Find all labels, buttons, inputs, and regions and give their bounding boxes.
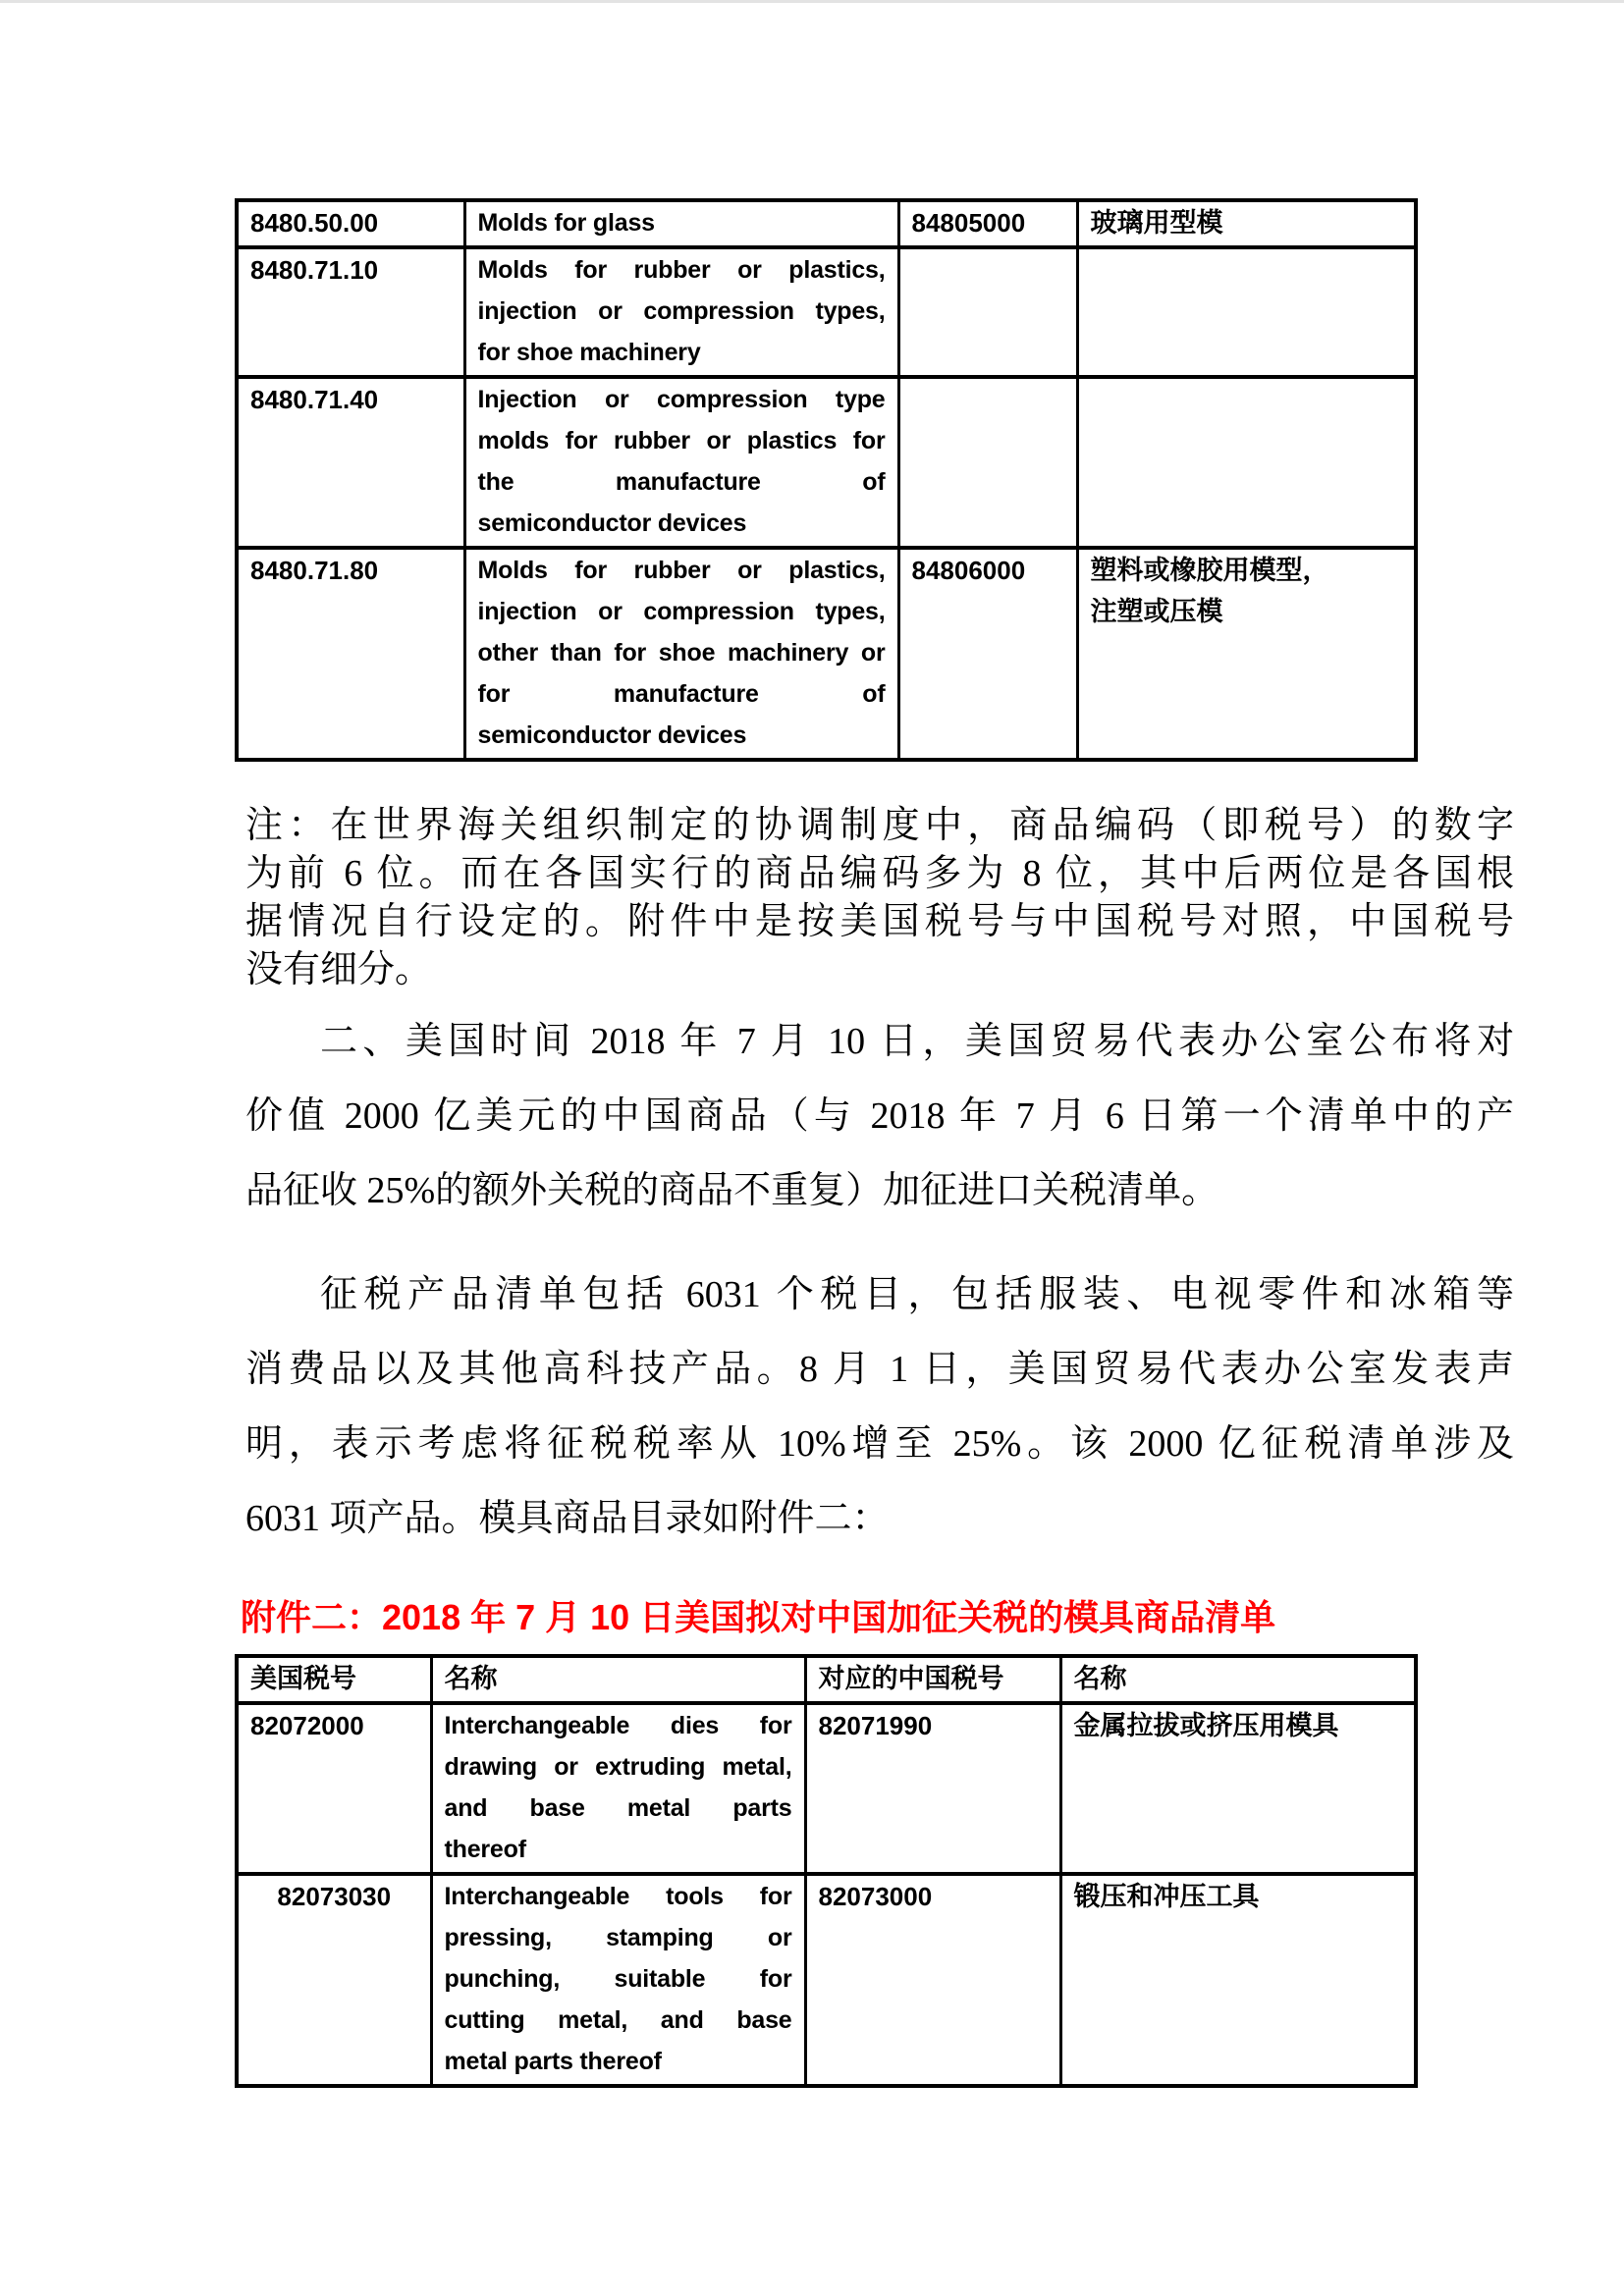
text-line: cutting metal, and base	[444, 2006, 792, 2034]
english-description-cell	[464, 377, 898, 548]
text-line: 玻璃用型模	[1090, 208, 1223, 238]
cn-tariff-code-cell: 82071990	[805, 1703, 1060, 1874]
chinese-name-cell	[1060, 1703, 1416, 1874]
us-code-header: 美国税号	[237, 1656, 431, 1703]
text-line: and base metal parts	[444, 1794, 792, 1822]
text-line: 征税产品清单包括 6031 个税目，包括服装、电视零件和冰箱等	[320, 1274, 1514, 1315]
name-header: 名称	[431, 1656, 805, 1703]
text-line: 二、美国时间 2018 年 7 月 10 日，美国贸易代表办公室公布将对	[320, 1021, 1514, 1062]
english-description-cell	[431, 1874, 805, 2086]
text-line: 6031 项产品。模具商品目录如附件二：	[245, 1498, 890, 1539]
text-line: Interchangeable tools for	[444, 1883, 792, 1910]
text-line: punching, suitable for	[444, 1965, 792, 1993]
text-line: Molds for glass	[477, 209, 655, 237]
cn-code-header: 对应的中国税号	[805, 1656, 1060, 1703]
table-row	[237, 200, 1416, 247]
cn-tariff-code-cell: 82073000	[805, 1874, 1060, 2086]
text-line: Molds for rubber or plastics,	[477, 256, 886, 284]
us-tariff-code-cell: 8480.71.10	[237, 247, 464, 377]
text-line: for shoe machinery	[477, 339, 701, 366]
chinese-name-cell	[1077, 200, 1416, 247]
cn-tariff-code-cell: 84805000	[898, 200, 1077, 247]
us-tariff-code-cell: 8480.71.80	[237, 548, 464, 760]
english-description-cell	[464, 548, 898, 760]
text-line: Injection or compression type	[477, 386, 886, 413]
paragraph-section-2	[245, 1004, 1514, 1228]
text-line: injection or compression types,	[477, 598, 886, 625]
text-line: semiconductor devices	[477, 509, 747, 537]
us-tariff-code-cell: 8480.71.40	[237, 377, 464, 548]
cn-tariff-code-cell: 84806000	[898, 548, 1077, 760]
text-line: 价值 2000 亿美元的中国商品（与 2018 年 7 月 6 日第一个清单中的产	[245, 1095, 1514, 1137]
text-line: 消费品以及其他高科技产品。8 月 1 日，美国贸易代表办公室发表声	[245, 1349, 1514, 1390]
us-tariff-code-cell: 82072000	[237, 1703, 431, 1874]
chinese-name-cell	[1060, 1874, 1416, 2086]
text-line: injection or compression types,	[477, 297, 886, 325]
cn-tariff-code-cell	[898, 377, 1077, 548]
text-line: molds for rubber or plastics for	[477, 427, 886, 454]
text-line: Molds for rubber or plastics,	[477, 557, 886, 584]
english-description-cell	[464, 247, 898, 377]
text-line: for manufacture of	[477, 680, 886, 708]
chinese-name-cell	[1077, 247, 1416, 377]
text-line: metal parts thereof	[444, 2048, 662, 2075]
table-row	[237, 377, 1416, 548]
chinese-name-cell	[1077, 377, 1416, 548]
table-row	[237, 1874, 1416, 2086]
text-line: semiconductor devices	[477, 721, 747, 749]
table-header-row	[237, 1656, 1416, 1703]
text-line: thereof	[444, 1836, 526, 1863]
tariff-table-2	[235, 1654, 1418, 2088]
text-line: Interchangeable dies for	[444, 1712, 792, 1739]
text-line: 塑料或橡胶用模型，	[1090, 556, 1329, 585]
cn-name-header: 名称	[1060, 1656, 1416, 1703]
note-paragraph	[245, 802, 1514, 994]
text-line: 注塑或压模	[1090, 597, 1223, 626]
text-line: other than for shoe machinery or	[477, 639, 886, 667]
table-row	[237, 1703, 1416, 1874]
text-line: pressing, stamping or	[444, 1924, 792, 1951]
text-line: 锻压和冲压工具	[1073, 1882, 1260, 1911]
english-description-cell	[464, 200, 898, 247]
text-line: drawing or extruding metal,	[444, 1753, 792, 1781]
text-line: 据情况自行设定的。附件中是按美国税号与中国税号对照，中国税号	[245, 901, 1514, 942]
text-line: 品征收 25%的额外关税的商品不重复）加征进口关税清单。	[245, 1170, 1219, 1211]
page-top-edge	[0, 0, 1624, 3]
text-line: 金属拉拔或挤压用模具	[1073, 1711, 1339, 1740]
text-line: the manufacture of	[477, 468, 886, 496]
attachment-2-heading: 附件二：2018 年 7 月 10 日美国拟对中国加征关税的模具商品清单	[241, 1597, 1276, 1637]
cn-tariff-code-cell	[898, 247, 1077, 377]
table-row	[237, 247, 1416, 377]
chinese-name-cell	[1077, 548, 1416, 760]
text-line: 为前 6 位。而在各国实行的商品编码多为 8 位，其中后两位是各国根	[245, 853, 1514, 894]
text-line: 注：在世界海关组织制定的协调制度中，商品编码（即税号）的数字	[245, 805, 1514, 846]
english-description-cell	[431, 1703, 805, 1874]
us-tariff-code-cell: 8480.50.00	[237, 200, 464, 247]
tariff-table-1	[235, 198, 1418, 762]
paragraph-tariff-list	[245, 1257, 1514, 1556]
table-row	[237, 548, 1416, 760]
us-tariff-code-cell: 82073030	[237, 1874, 431, 2086]
text-line: 没有细分。	[245, 949, 433, 990]
text-line: 明，表示考虑将征税税率从 10%增至 25%。该 2000 亿征税清单涉及	[245, 1423, 1514, 1465]
